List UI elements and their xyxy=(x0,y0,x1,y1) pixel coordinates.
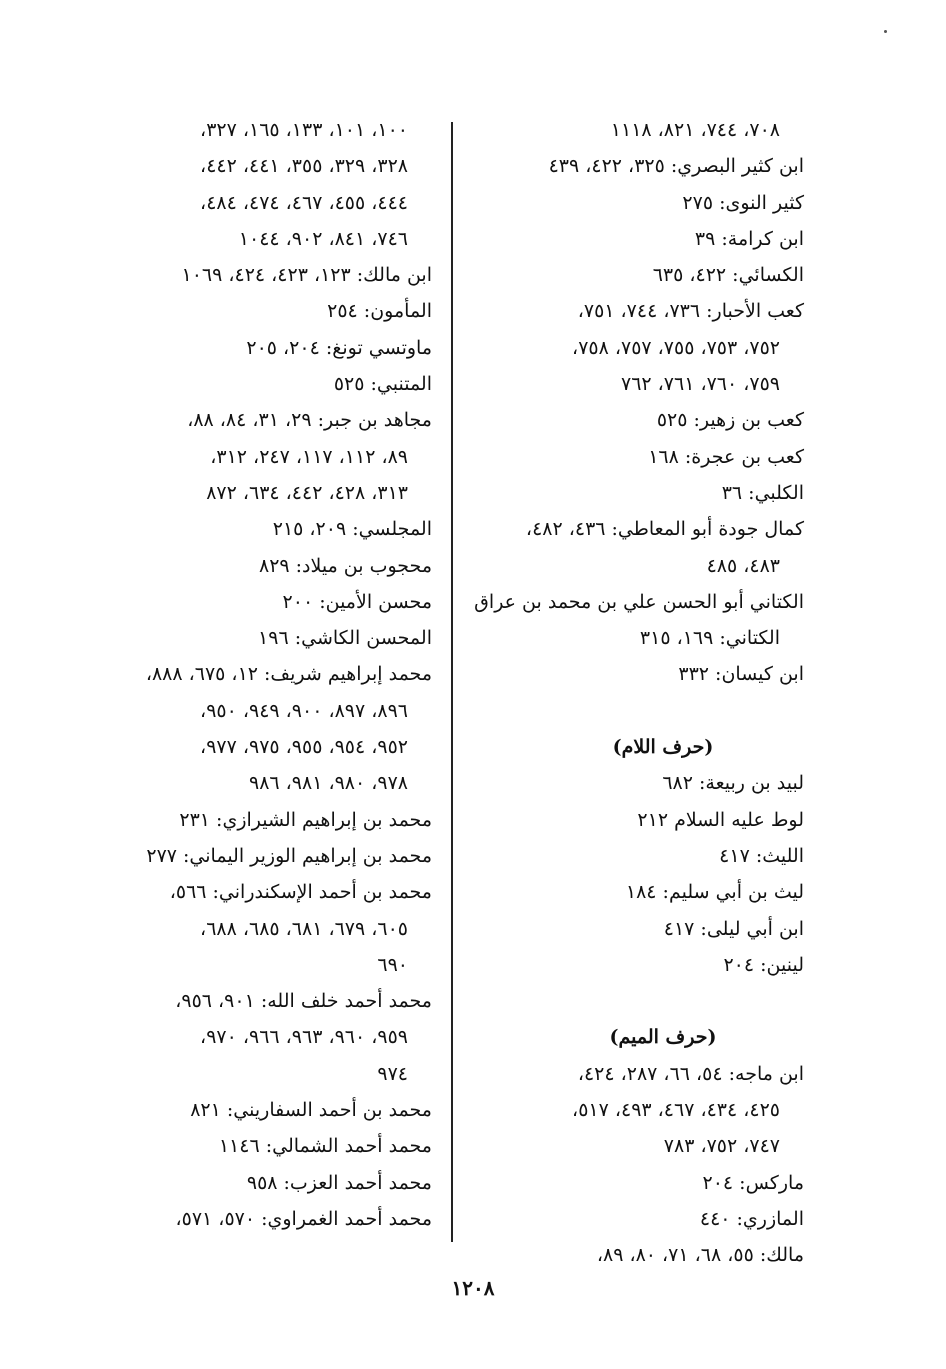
index-entry: محمد بن أحمد السفاريني: ٨٢١ xyxy=(190,1099,432,1122)
index-entry: لينين: ٢٠٤ xyxy=(723,953,804,976)
index-entry: ٩٥٩، ٩٦٠، ٩٦٣، ٩٦٦، ٩٧٠، xyxy=(200,1026,408,1049)
index-entry: محمد أحمد العزب: ٩٥٨ xyxy=(246,1171,432,1194)
index-entry: ابن كثير البصري: ٣٢٥، ٤٢٢، ٤٣٩ xyxy=(548,155,804,178)
index-entry: كعب الأحبار: ٧٣٦، ٧٤٤، ٧٥١، xyxy=(577,300,804,323)
blank-line xyxy=(462,983,804,1019)
index-entry: ابن كيسان: ٣٣٢ xyxy=(678,663,804,686)
index-entry: الكتاني: ١٦٩، ٣١٥ xyxy=(639,627,780,650)
index-entry: ٩٧٤ xyxy=(377,1062,408,1085)
index-entry: مالك: ٥٥، ٦٨، ٧١، ٨٠، ٨٩، xyxy=(596,1244,804,1267)
index-entry: ابن أبي ليلى: ٤١٧ xyxy=(663,917,804,940)
index-entry: محمد إبراهيم شريف: ١٢، ٦٧٥، ٨٨٨، xyxy=(145,663,432,686)
index-entry: محجوب بن ميلاد: ٨٢٩ xyxy=(258,554,432,577)
index-entry: ٣٢٨، ٣٢٩، ٣٥٥، ٤٤١، ٤٤٢، xyxy=(200,155,408,178)
index-entry: المتنبي: ٥٢٥ xyxy=(333,373,432,396)
index-entry: ٧٥٢، ٧٥٣، ٧٥٥، ٧٥٧، ٧٥٨، xyxy=(572,336,780,359)
index-entry: كثير النوى: ٢٧٥ xyxy=(682,191,804,214)
index-entry: محمد أحمد الشمالي: ١١٤٦ xyxy=(218,1135,432,1158)
index-entry: الكلبي: ٣٦ xyxy=(721,481,804,504)
index-entry: ماركس: ٢٠٤ xyxy=(702,1171,804,1194)
index-entry: محمد بن إبراهيم الوزير اليماني: ٢٧٧ xyxy=(146,844,432,867)
index-column-right xyxy=(462,112,804,1274)
index-entry: محمد بن إبراهيم الشيرازي: ٢٣١ xyxy=(179,808,432,831)
index-entry: المحسن الكاشي: ١٩٦ xyxy=(258,627,432,650)
index-entry: المأمون: ٢٥٤ xyxy=(327,300,432,323)
index-entry: الكتاني أبو الحسن علي بن محمد بن عراق xyxy=(474,590,804,613)
index-entry: ٣١٣، ٤٢٨، ٤٤٢، ٦٣٤، ٨٧٢ xyxy=(206,481,408,504)
blank-line xyxy=(462,693,804,729)
index-entry: ابن ماجه: ٥٤، ٦٦، ٢٨٧، ٤٢٤، xyxy=(577,1062,804,1085)
index-entry: ٧٤٧، ٧٥٢، ٧٨٣ xyxy=(663,1135,780,1158)
index-entry: ٤٤٤، ٤٥٥، ٤٦٧، ٤٧٤، ٤٨٤، xyxy=(200,191,408,214)
index-entry: كعب بن زهير: ٥٢٥ xyxy=(656,409,804,432)
index-entry: ٤٢٥، ٤٣٤، ٤٦٧، ٤٩٣، ٥١٧، xyxy=(572,1099,780,1122)
section-heading: (حرف الميم) xyxy=(609,1026,717,1049)
index-entry: محسن الأمين: ٢٠٠ xyxy=(282,590,432,613)
index-entry: ٩٧٨، ٩٨٠، ٩٨١، ٩٨٦ xyxy=(248,772,408,795)
column-divider xyxy=(451,122,453,1242)
index-column-left xyxy=(96,112,432,1237)
index-entry: محمد بن أحمد الإسكندراني: ٥٦٦، xyxy=(169,881,432,904)
index-entry: ليث بن أبي سليم: ١٨٤ xyxy=(625,881,804,904)
index-entry: لبيد بن ربيعة: ٦٨٢ xyxy=(662,772,804,795)
index-entry: ماوتسي تونغ: ٢٠٤، ٢٠٥ xyxy=(246,336,432,359)
index-entry: الكسائي: ٤٢٢، ٦٣٥ xyxy=(652,264,804,287)
index-entry: ٦٩٠ xyxy=(377,953,408,976)
index-entry: ابن مالك: ١٢٣، ٤٢٣، ٤٢٤، ١٠٦٩ xyxy=(181,264,432,287)
section-heading: (حرف اللام) xyxy=(612,736,714,759)
index-entry: ابن كرامة: ٣٩ xyxy=(694,227,804,250)
index-entry: ٨٩، ١١٢، ١١٧، ٢٤٧، ٣١٢، xyxy=(210,445,408,468)
index-entry: محمد أحمد الغمراوي: ٥٧٠، ٥٧١، xyxy=(175,1207,432,1230)
index-entry: ١٠٠، ١٠١، ١٣٣، ١٦٥، ٣٢٧، xyxy=(200,119,408,141)
index-entry: ٧٠٨، ٧٤٤، ٨٢١، ١١١٨ xyxy=(610,119,780,141)
index-entry: ٦٠٥، ٦٧٩، ٦٨١، ٦٨٥، ٦٨٨، xyxy=(200,917,408,940)
page-number: ١٢٠٨ xyxy=(451,1276,495,1300)
index-entry: ٨٩٦، ٨٩٧، ٩٠٠، ٩٤٩، ٩٥٠، xyxy=(200,699,408,722)
index-entry: المجلسي: ٢٠٩، ٢١٥ xyxy=(272,518,432,541)
index-entry: ٩٥٢، ٩٥٤، ٩٥٥، ٩٧٥، ٩٧٧، xyxy=(200,736,408,759)
index-entry: ٧٥٩، ٧٦٠، ٧٦١، ٧٦٢ xyxy=(620,373,780,396)
index-entry: كمال جودة أبو المعاطي: ٤٣٦، ٤٨٢، xyxy=(525,518,804,541)
index-entry: كعب بن عجرة: ١٦٨ xyxy=(648,445,804,468)
index-entry: ٤٨٣، ٤٨٥ xyxy=(706,554,780,577)
index-entry: مجاهد بن جبر: ٢٩، ٣١، ٨٤، ٨٨، xyxy=(187,409,432,432)
index-entry: الليث: ٤١٧ xyxy=(719,844,804,867)
index-entry: لوط عليه السلام ٢١٢ xyxy=(637,808,804,831)
scan-speck xyxy=(884,30,887,33)
index-entry: محمد أحمد خلف الله: ٩٠١، ٩٥٦، xyxy=(175,990,432,1013)
index-entry: ٧٤٦، ٨٤١، ٩٠٢، ١٠٤٤ xyxy=(238,227,408,250)
index-entry: المازري: ٤٤٠ xyxy=(699,1207,804,1230)
